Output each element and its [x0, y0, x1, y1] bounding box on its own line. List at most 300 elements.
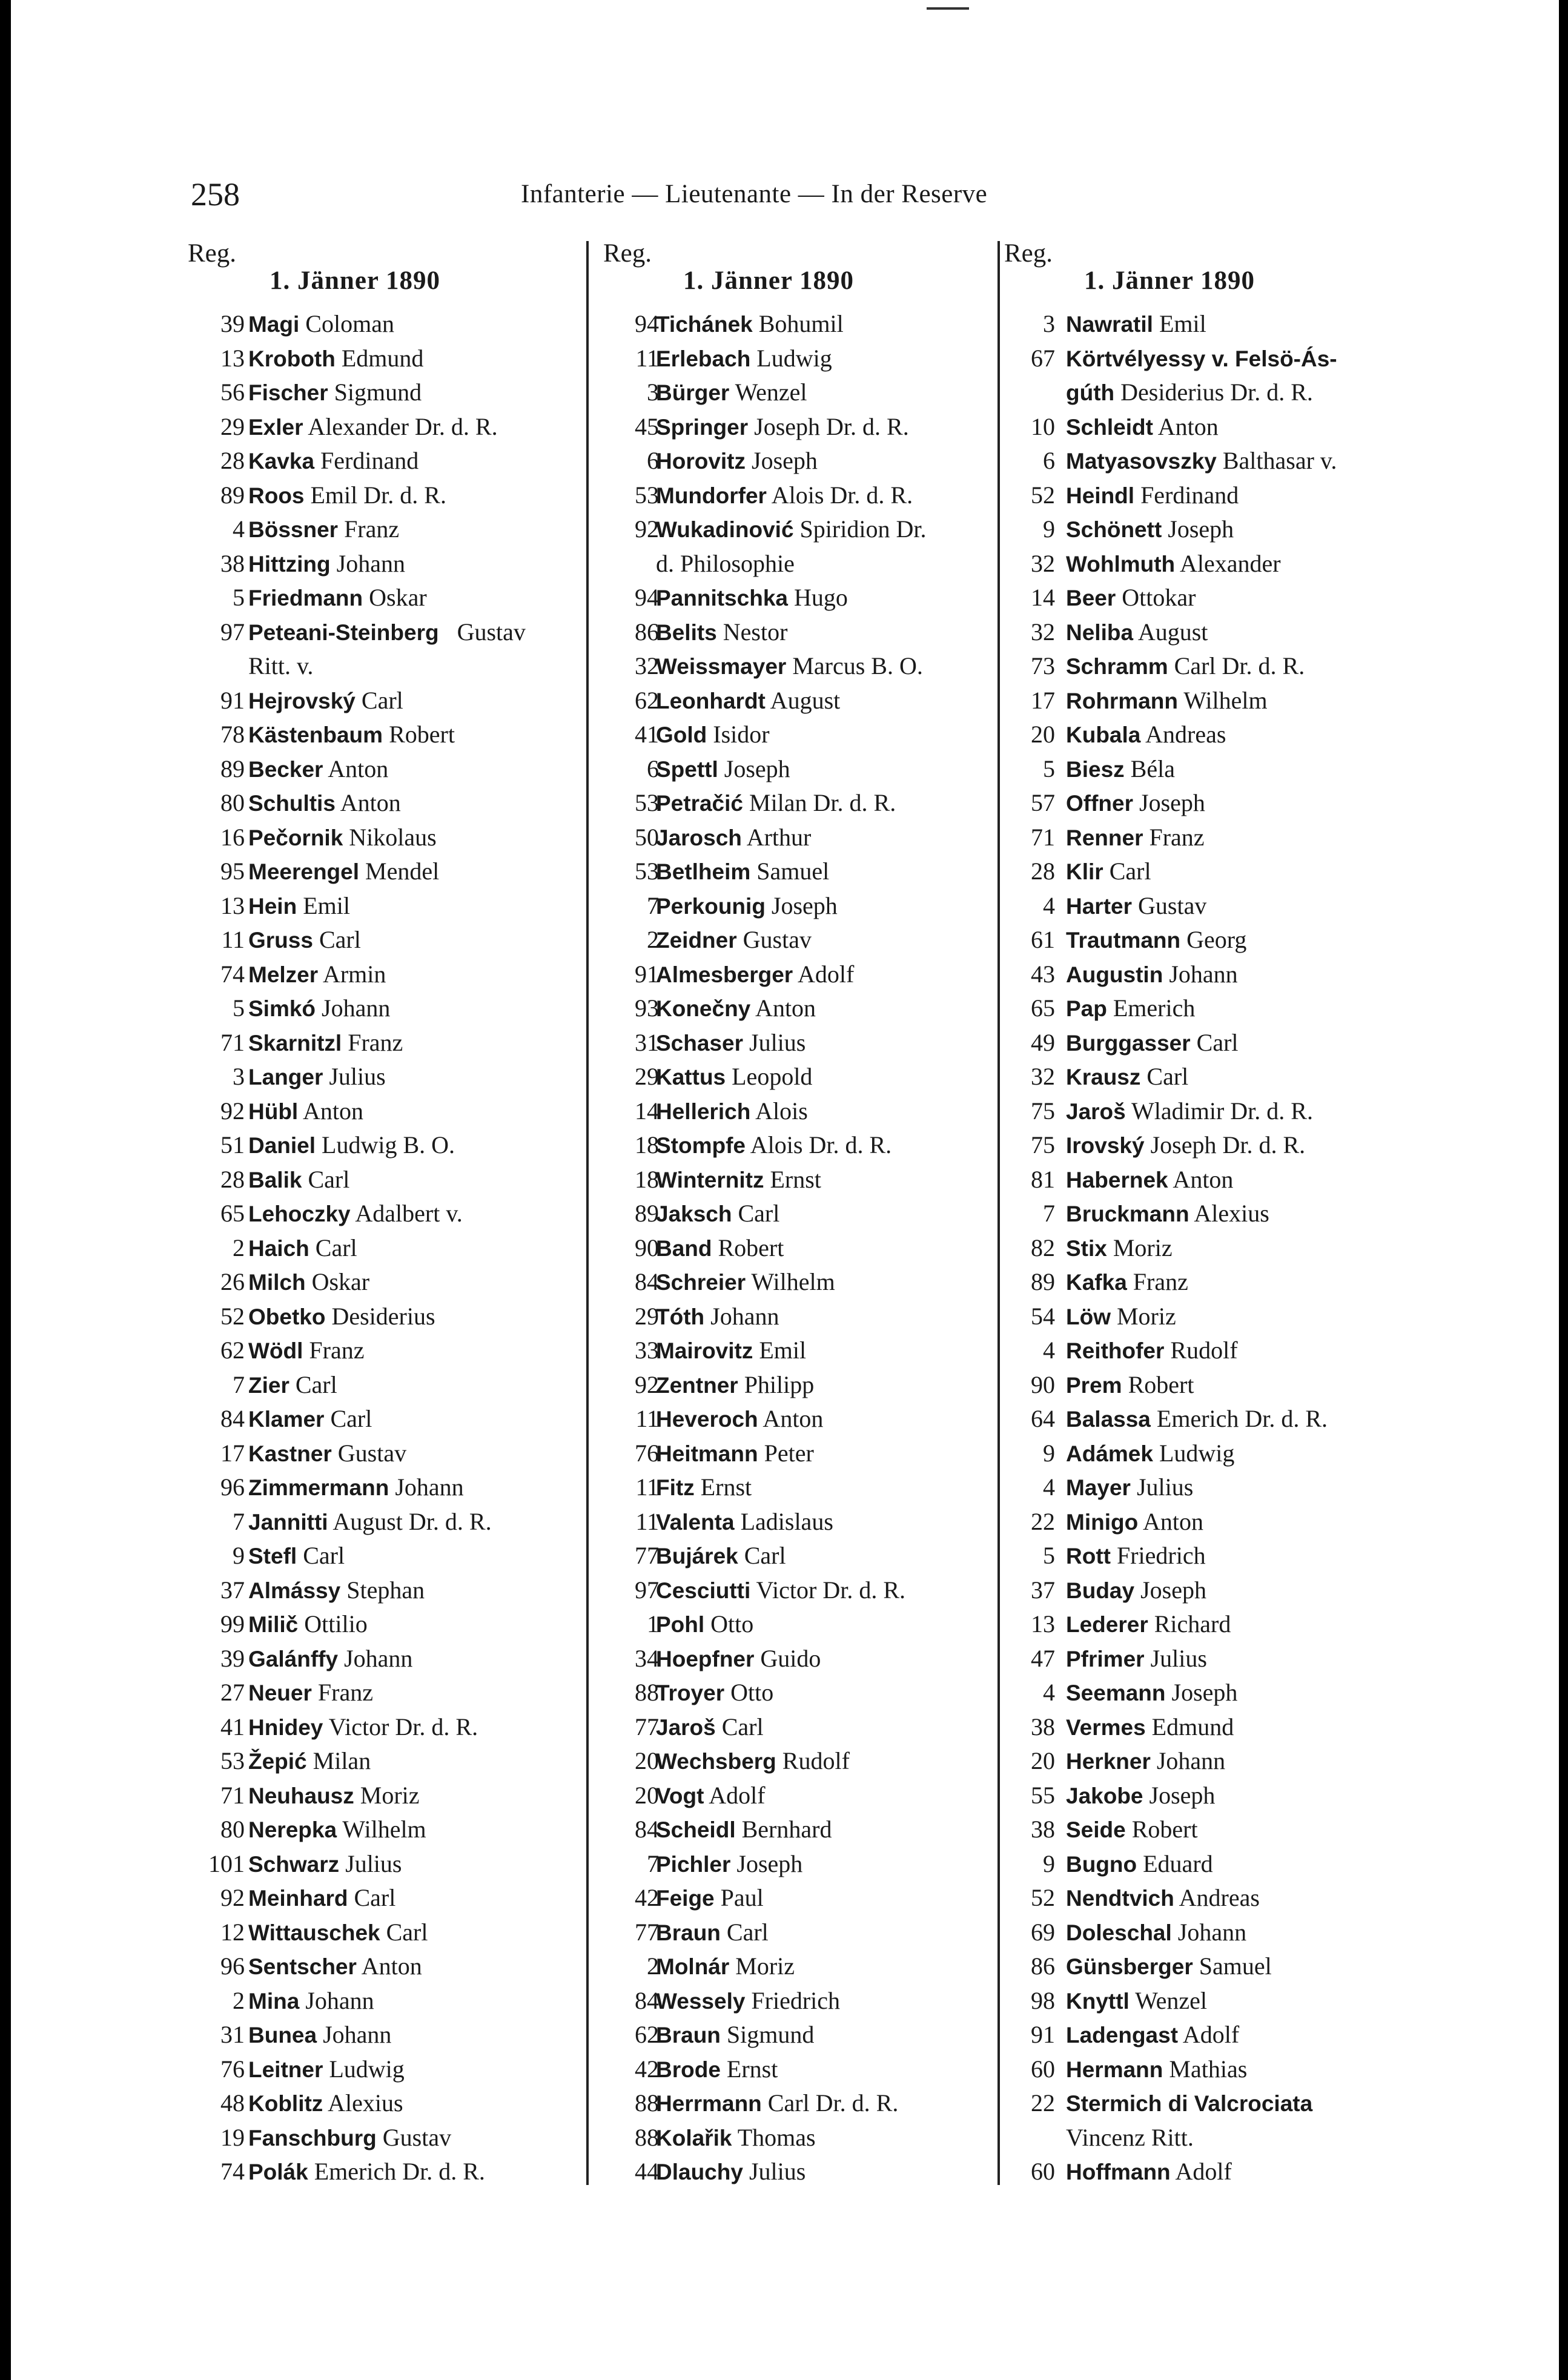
given-name-and-title: Milan Dr. d. R. — [743, 789, 896, 816]
entry-text — [248, 1779, 420, 1814]
regiment-number: 12 — [220, 1918, 245, 1946]
regiment-number: 96 — [220, 1473, 245, 1501]
given-name-and-title: Julius — [743, 1028, 806, 1056]
surname: Stermich di Valcrociata — [1066, 2091, 1313, 2116]
given-name-and-title: Joseph Dr. d. R. — [1144, 1131, 1306, 1159]
given-name-and-title: Johann — [1163, 960, 1238, 988]
regiment-number: 80 — [220, 789, 245, 816]
roster-entry — [182, 478, 569, 513]
given-name-and-title: Carl — [732, 1200, 780, 1227]
surname: Belits — [656, 620, 717, 645]
regiment-number: 20 — [1031, 1747, 1055, 1774]
roster-entry — [598, 923, 986, 957]
given-name-and-title: Carl Dr. d. R. — [761, 2089, 899, 2117]
entry-text — [1066, 1847, 1213, 1882]
given-name-and-title: Julius — [323, 1063, 386, 1090]
given-name-and-title: Béla — [1124, 755, 1175, 782]
regiment-number: 2 — [647, 1952, 659, 1980]
roster-entry — [999, 752, 1387, 787]
regiment-number: 97 — [220, 618, 245, 646]
roster-entry — [182, 410, 569, 445]
entry-text — [656, 342, 832, 377]
surname: Kroboth — [248, 346, 336, 371]
given-name-and-title: Julius — [339, 1849, 402, 1877]
given-name-and-title: Carl — [289, 1370, 337, 1398]
roster-entry — [182, 342, 569, 376]
roster-entry — [182, 2052, 569, 2087]
surname: Bugno — [1066, 1851, 1137, 1877]
entry-text — [248, 375, 422, 411]
given-name-and-title: Rudolf — [776, 1747, 850, 1774]
regiment-number: 2 — [233, 1234, 245, 1261]
entry-text — [248, 1402, 372, 1437]
surname: Erlebach — [656, 346, 751, 371]
given-name-and-title: Anton — [758, 1405, 824, 1432]
surname: Wukadinović — [656, 517, 794, 542]
entry-text — [656, 1300, 779, 1335]
surname: Daniel — [248, 1133, 316, 1158]
roster-entry — [598, 991, 986, 1026]
entry-text — [1066, 1334, 1238, 1369]
given-name-and-title: Adolf — [1178, 2021, 1240, 2048]
regiment-number: 1 — [647, 1610, 659, 1638]
regiment-number: 4 — [233, 515, 245, 543]
roster-entry — [999, 1744, 1387, 1779]
surname: Beer — [1066, 586, 1116, 610]
given-name-and-title: Carl — [302, 1165, 350, 1193]
regiment-number: 27 — [220, 1679, 245, 1706]
roster-entry — [598, 1949, 986, 1984]
surname: Friedmann — [248, 586, 363, 610]
roster-entry — [999, 786, 1387, 821]
roster-entry — [598, 889, 986, 924]
surname: Petračić — [656, 791, 743, 816]
roster-entry — [182, 2155, 569, 2189]
regiment-number: 42 — [635, 2055, 659, 2083]
given-name-and-title: Joseph — [1165, 1679, 1238, 1706]
entry-text — [248, 1881, 395, 1916]
roster-entry — [999, 512, 1387, 547]
regiment-number: 88 — [635, 1679, 659, 1706]
entry-text — [656, 512, 926, 547]
regiment-number: 64 — [1031, 1405, 1055, 1432]
given-name-and-title: Ottilio — [298, 1610, 368, 1638]
roster-entry — [999, 2018, 1387, 2052]
reg-label: Reg. — [1004, 239, 1053, 268]
roster-entry — [598, 1368, 986, 1403]
given-name-and-title: Alexius — [323, 2089, 403, 2117]
reg-label: Reg. — [603, 239, 652, 268]
roster-entry — [999, 957, 1387, 992]
given-name-and-title: Sigmund — [720, 2021, 815, 2048]
entry-text — [656, 1128, 892, 1163]
roster-entry — [598, 1813, 986, 1847]
entry-text — [656, 1094, 808, 1129]
roster-entry — [999, 2052, 1387, 2087]
roster-entry — [999, 1573, 1387, 1608]
given-name-and-title: Anton — [1138, 1507, 1203, 1535]
entry-text — [1066, 1710, 1234, 1745]
entry-text — [1066, 478, 1239, 514]
given-name-and-title: Otto — [724, 1679, 774, 1706]
surname: Braun — [656, 1920, 721, 1945]
entry-text — [656, 1984, 840, 2019]
roster-entry — [598, 342, 986, 376]
given-name-and-title: Franz — [303, 1337, 365, 1364]
entry-list — [598, 307, 986, 2189]
regiment-number: 88 — [635, 2123, 659, 2151]
surname: Cesciutti — [656, 1578, 751, 1603]
regiment-number: 4 — [1043, 891, 1055, 919]
given-name-and-title: Franz — [342, 1028, 403, 1056]
roster-entry — [182, 1128, 569, 1163]
surname: Harter — [1066, 893, 1132, 919]
regiment-number: 14 — [1031, 584, 1055, 611]
surname: Prem — [1066, 1372, 1122, 1398]
given-name-and-title: Carl — [1140, 1063, 1189, 1090]
given-name-and-title: Anton — [335, 789, 401, 816]
given-name-and-title: Johann — [1171, 1918, 1247, 1946]
given-name-and-title: Johann — [704, 1302, 779, 1330]
surname: Neliba — [1066, 620, 1134, 645]
surname: Hejrovský — [248, 688, 356, 713]
roster-entry — [182, 512, 569, 547]
given-name-and-title: Moriz — [729, 1952, 795, 1980]
surname: Gold — [656, 722, 707, 747]
regiment-number: 74 — [220, 960, 245, 988]
given-name-and-title: Samuel — [750, 858, 830, 885]
regiment-number: 16 — [220, 823, 245, 851]
surname: Galánffy — [248, 1646, 339, 1671]
given-name-and-title: August — [1133, 618, 1208, 646]
surname: Wödl — [248, 1338, 303, 1363]
roster-entry — [182, 1436, 569, 1471]
given-name-and-title: Ludwig — [1153, 1439, 1235, 1467]
roster-entry — [598, 1128, 986, 1163]
surname: Bunea — [248, 2023, 317, 2048]
entry-text — [656, 2086, 898, 2121]
entry-text — [248, 2052, 405, 2087]
regiment-number: 101 — [208, 1849, 245, 1877]
entry-text — [248, 342, 423, 377]
roster-entry — [999, 1300, 1387, 1334]
entry-text — [1066, 1402, 1328, 1437]
given-name-and-title: d. Philosophie — [656, 549, 795, 577]
regiment-number: 92 — [220, 1097, 245, 1125]
regiment-number: 89 — [1031, 1268, 1055, 1295]
roster-entry — [182, 957, 569, 992]
surname: Hein — [248, 893, 297, 919]
roster-entry — [182, 889, 569, 924]
regiment-number: 76 — [220, 2055, 245, 2083]
entry-text — [656, 1505, 833, 1540]
roster-entry — [182, 2018, 569, 2052]
surname: Fitz — [656, 1475, 695, 1500]
roster-entry — [598, 444, 986, 478]
entry-text — [1066, 854, 1151, 890]
roster-entry — [182, 547, 569, 581]
roster-entry — [598, 649, 986, 684]
regiment-number: 3 — [647, 378, 659, 406]
regiment-number: 77 — [635, 1713, 659, 1740]
given-name-and-title: Gustav — [736, 926, 812, 953]
given-name-and-title: Moriz — [1107, 1234, 1173, 1261]
regiment-number: 48 — [220, 2089, 245, 2117]
roster-entry — [182, 581, 569, 615]
given-name-and-title: August — [765, 686, 841, 714]
date-heading: 1. Jänner 1890 — [683, 266, 854, 295]
entry-text — [656, 478, 913, 514]
regiment-number: 11 — [635, 1405, 659, 1432]
scan-border-left — [0, 0, 11, 2380]
regiment-number: 20 — [1031, 721, 1055, 748]
roster-entry — [598, 718, 986, 752]
surname: Winternitz — [656, 1167, 764, 1192]
roster-entry — [182, 444, 569, 478]
surname: gúth — [1066, 380, 1115, 405]
given-name-and-title: Emerich Dr. d. R. — [308, 2158, 485, 2185]
entry-text — [656, 1642, 821, 1677]
regiment-number: 7 — [647, 1849, 659, 1877]
regiment-number: 65 — [1031, 994, 1055, 1022]
entry-text — [1066, 1470, 1193, 1506]
regiment-number: 94 — [635, 310, 659, 337]
surname: Adámek — [1066, 1441, 1153, 1466]
regiment-number: 77 — [635, 1918, 659, 1946]
entry-text — [248, 1916, 428, 1951]
entry-text — [656, 1231, 784, 1266]
given-name-and-title: Ludwig B. O. — [316, 1131, 455, 1159]
regiment-number: 13 — [1031, 1610, 1055, 1638]
roster-entry — [182, 718, 569, 752]
surname: Zimmermann — [248, 1475, 389, 1500]
entry-text — [248, 444, 418, 479]
given-name-and-title: Johann — [316, 994, 391, 1022]
roster-entry — [999, 991, 1387, 1026]
entry-text — [1066, 1916, 1246, 1951]
entry-text — [656, 2121, 816, 2156]
entry-text — [1066, 581, 1196, 616]
surname: Seemann — [1066, 1681, 1166, 1705]
given-name-and-title: Adolf — [1170, 2158, 1232, 2185]
regiment-number: 2 — [233, 1986, 245, 2014]
regiment-number: 45 — [635, 412, 659, 440]
roster-entry — [182, 1676, 569, 1710]
surname: Heitmann — [656, 1441, 758, 1466]
given-name-and-title: Moriz — [1110, 1302, 1176, 1330]
entry-text — [248, 1505, 492, 1540]
entry-text — [656, 1539, 786, 1574]
roster-entry — [598, 547, 986, 581]
entry-text — [1066, 1881, 1260, 1916]
entry-text — [1066, 1744, 1225, 1779]
entry-text — [656, 1402, 823, 1437]
entry-text — [248, 889, 350, 924]
surname: Fischer — [248, 380, 328, 405]
surname: Jaroš — [1066, 1099, 1126, 1124]
entry-text — [1066, 1231, 1173, 1266]
entry-text — [656, 1368, 814, 1403]
surname: Gruss — [248, 928, 313, 953]
regiment-number: 2 — [647, 926, 659, 953]
given-name-and-title: Robert — [712, 1234, 784, 1261]
regiment-number: 73 — [1031, 652, 1055, 679]
given-name-and-title: Franz — [1126, 1268, 1188, 1295]
given-name-and-title: Carl — [313, 926, 361, 953]
roster-entry — [182, 1368, 569, 1403]
entry-text — [248, 1163, 349, 1198]
roster-entry — [999, 410, 1387, 445]
roster-entry — [598, 1916, 986, 1950]
regiment-number: 22 — [1031, 1507, 1055, 1535]
roster-entry — [598, 1163, 986, 1197]
surname: Band — [656, 1235, 712, 1261]
regiment-number: 20 — [635, 1747, 659, 1774]
surname: Kattus — [656, 1065, 726, 1089]
regiment-number: 17 — [1031, 686, 1055, 714]
roster-entry — [598, 854, 986, 889]
regiment-number: 38 — [220, 549, 245, 577]
surname: Jaksch — [656, 1202, 732, 1226]
given-name-and-title: Nikolaus — [343, 823, 437, 851]
given-name-and-title: Vincenz Ritt. — [1066, 2123, 1194, 2151]
roster-entry — [182, 1642, 569, 1676]
surname: Klamer — [248, 1407, 325, 1432]
given-name-and-title: Edmund — [335, 344, 424, 372]
roster-entry — [999, 1436, 1387, 1471]
regiment-number: 37 — [220, 1576, 245, 1604]
entry-text — [248, 1470, 464, 1506]
surname: Spettl — [656, 756, 718, 782]
regiment-number: 62 — [220, 1337, 245, 1364]
surname: Hermann — [1066, 2057, 1163, 2082]
given-name-and-title: Marcus B. O. — [786, 652, 923, 679]
regiment-number: 32 — [635, 652, 659, 679]
regiment-number: 3 — [233, 1063, 245, 1090]
entry-text — [656, 547, 795, 582]
roster-entry — [999, 1710, 1387, 1745]
given-name-and-title: Philipp — [738, 1370, 815, 1398]
surname: Mundorfer — [656, 483, 767, 508]
surname: Leitner — [248, 2057, 323, 2082]
entry-text — [248, 1642, 412, 1677]
given-name-and-title: Anton — [1153, 412, 1219, 440]
roster-entry — [182, 684, 569, 718]
roster-entry — [182, 854, 569, 889]
surname: Koblitz — [248, 2091, 323, 2116]
surname: Schönett — [1066, 517, 1162, 542]
entry-text — [248, 307, 394, 342]
entry-text — [1066, 1779, 1215, 1814]
regiment-number: 7 — [233, 1507, 245, 1535]
roster-entry — [598, 512, 986, 547]
surname: Milič — [248, 1612, 299, 1637]
entry-text — [248, 1573, 425, 1608]
roster-entry — [182, 1060, 569, 1094]
roster-entry — [182, 1949, 569, 1984]
surname: Pečornik — [248, 825, 343, 850]
regiment-number: 5 — [233, 994, 245, 1022]
given-name-and-title: Samuel — [1193, 1952, 1272, 1980]
entry-text — [248, 1265, 369, 1300]
regiment-number: 90 — [1031, 1370, 1055, 1398]
entry-text — [248, 1744, 371, 1779]
surname: Klir — [1066, 859, 1103, 884]
regiment-number: 32 — [1031, 618, 1055, 646]
entry-text — [248, 1710, 478, 1745]
entry-text — [1066, 1505, 1203, 1540]
regiment-number: 28 — [220, 1165, 245, 1193]
given-name-and-title: Johann — [1150, 1747, 1226, 1774]
regiment-number: 17 — [220, 1439, 245, 1467]
given-name-and-title: Anton — [1168, 1165, 1234, 1193]
roster-entry — [999, 478, 1387, 513]
surname: Zier — [248, 1372, 289, 1398]
surname: Feige — [656, 1886, 715, 1911]
roster-entry — [182, 1916, 569, 1950]
given-name-and-title: Adalbert v. — [350, 1200, 463, 1227]
given-name-and-title: Robert — [1122, 1370, 1194, 1398]
regiment-number: 60 — [1031, 2055, 1055, 2083]
regiment-number: 53 — [635, 789, 659, 816]
given-name-and-title: Ferdinand — [314, 447, 419, 474]
roster-entry — [999, 1197, 1387, 1231]
regiment-number: 53 — [635, 858, 659, 885]
surname: Brode — [656, 2057, 721, 2082]
entry-text — [656, 375, 807, 411]
regiment-number: 11 — [221, 926, 245, 953]
roster-entry — [182, 1402, 569, 1436]
surname: Hoepfner — [656, 1646, 755, 1671]
entry-text — [1066, 991, 1195, 1026]
regiment-number: 71 — [220, 1781, 245, 1809]
surname: Wessely — [656, 1988, 746, 2014]
given-name-and-title: Carl — [1103, 858, 1151, 885]
roster-entry — [598, 786, 986, 821]
given-name-and-title: Mendel — [359, 858, 440, 885]
regiment-number: 18 — [635, 1131, 659, 1159]
roster-entry — [999, 889, 1387, 924]
given-name-and-title: Johann — [389, 1473, 464, 1501]
surname: Pannitschka — [656, 586, 788, 610]
surname: Ladengast — [1066, 2023, 1179, 2048]
regiment-number: 19 — [220, 2123, 245, 2151]
given-name-and-title: Armin — [318, 960, 386, 988]
regiment-number: 49 — [1031, 1028, 1055, 1056]
regiment-number: 56 — [220, 378, 245, 406]
entry-text — [1066, 307, 1206, 342]
given-name-and-title: Robert — [383, 721, 455, 748]
regiment-number: 41 — [635, 721, 659, 748]
regiment-number: 5 — [233, 584, 245, 611]
surname: Reithofer — [1066, 1338, 1165, 1363]
given-name-and-title: Thomas — [732, 2123, 816, 2151]
roster-entry — [182, 1505, 569, 1539]
regiment-number: 14 — [635, 1097, 659, 1125]
entry-text — [248, 1539, 345, 1574]
roster-entry — [182, 1607, 569, 1642]
roster-entry — [598, 1197, 986, 1231]
roster-entry — [999, 1094, 1387, 1129]
entry-text — [248, 615, 526, 650]
given-name-and-title: Edmund — [1145, 1713, 1234, 1740]
surname: Buday — [1066, 1578, 1135, 1603]
regiment-number: 93 — [635, 994, 659, 1022]
entry-text — [1066, 1368, 1194, 1403]
entry-text — [656, 444, 818, 479]
given-name-and-title: Gustav — [1132, 891, 1207, 919]
given-name-and-title: Joseph — [746, 447, 818, 474]
